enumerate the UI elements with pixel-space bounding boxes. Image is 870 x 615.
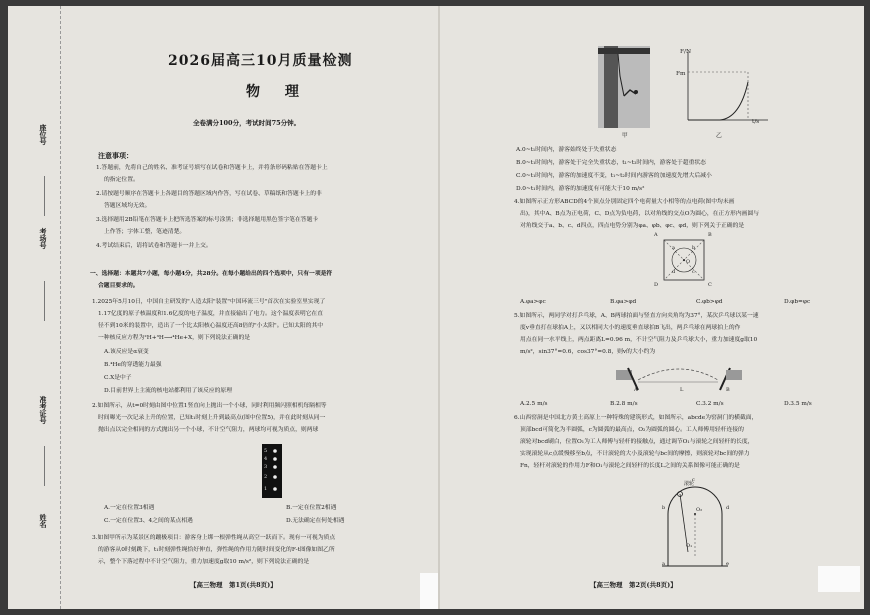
q6-stem: Fn，轻杆对滚轮的作用力F和O₁与滚轮之间轻杆的长度L之间的关系图像可能正确的是: [520, 463, 740, 469]
point-e-label: e: [726, 561, 729, 567]
q1-stem: 1.17亿度的原子核温度和1.6亿度的电子温度，并直接输出了电力。这个温度表明它在直: [98, 311, 324, 317]
q3-option: C.0~t₁时间内，游客的加速度不变，t₁~t₂时间内游客的加速度先增大后减小: [516, 173, 712, 179]
notice-line: 上作答；字体工整，笔迹清楚。: [104, 229, 186, 235]
q2-stem: 时间曝光一次记录上升的位置，已知t₁时刻上升到最高点(图中位置5)，并在此时刻从同一: [98, 415, 326, 421]
q1-option: D.目前世界上主流的核电站都利用了该反应的原理: [104, 388, 233, 394]
charged-square-figure: [658, 234, 710, 286]
point-A: A: [654, 232, 658, 238]
q5-stem: 5.如图所示，两同学对打乒乓球，A、B两球拍面与竖直方向夹角均为37°，某次乒乓球以某一速: [514, 313, 759, 319]
q5-stem: m/s²，sin37°=0.6，cos37°=0.8，则v的大小约为: [520, 349, 656, 355]
notice-line: 答题区域均无效。: [104, 203, 151, 209]
point-d-label: d: [726, 505, 730, 511]
O1-label: O₁: [686, 543, 693, 549]
q2-option: B.一定在位置2相遇: [286, 505, 337, 511]
q5-option: D.3.5 m/s: [784, 401, 812, 407]
q2-option: D.无法确定在何处相遇: [286, 518, 345, 524]
subject-title: 物 理: [246, 84, 309, 100]
q4-stem: 对角线交于a、b、c、d四点，四点电势分别为φa、φb、φc、φd，则下列关于正确的是: [520, 223, 745, 229]
q4-option: D.φb=φc: [784, 299, 811, 305]
q5-stem: 用点在同一水平线上，两点距离L=0.96 m，不计空气阻力及乒乓球大小，重力加速度g取10: [520, 337, 758, 343]
q2-stem: 抛出点以完全相同的方式抛出另一个小球，不计空气阻力，两球均可视为质点，则两球: [98, 427, 319, 433]
q4-stem: 4.如图所示正方形ABCD的4个顶点分别固定四个电荷量大小相等的点电荷(图中均未画: [514, 199, 735, 205]
q5-option: B.2.8 m/s: [610, 401, 638, 407]
q2-option: A.一定在位置3相遇: [104, 505, 155, 511]
q1-option: A.该反应是α衰变: [104, 349, 149, 355]
q4-option: B.φa>φd: [610, 299, 637, 305]
point-c: c: [692, 269, 695, 275]
page-1: [8, 6, 438, 609]
point-O: O: [686, 259, 691, 265]
point-d: d: [672, 269, 676, 275]
point-C: C: [708, 282, 712, 288]
bungee-photo-figure: [598, 46, 650, 128]
notice-line: 的指定位置。: [104, 177, 139, 183]
q4-option: C.φb>φd: [696, 299, 723, 305]
section-heading-cont: 合题目要求的。: [98, 283, 139, 289]
binding-margin: [8, 6, 61, 609]
notice-line: 3.选择题用2B铅笔在答题卡上把所选答案的标号涂黑；非选择题用黑色签字笔在答题卡: [96, 217, 319, 223]
q3-option: B.0~t₁时间内，游客处于完全失重状态，t₁~t₂时间内，游客处于超重状态: [516, 160, 706, 166]
point-a-label: a: [662, 561, 665, 567]
point-c-label: c: [692, 477, 695, 483]
q1-option: B.⁴He的穿透能力最强: [104, 362, 162, 368]
q1-stem: 径不到10米的装置中，造出了一个比太阳核心温度还高8倍的"小太阳"。已知太阳的其中: [98, 323, 324, 329]
strobe-label: 1: [264, 486, 268, 492]
q4-option: A.φa>φc: [520, 299, 546, 305]
cave-door-figure: [658, 478, 732, 568]
notice-line: 1.答题前，先将自己的姓名、准考证号填写在试卷和答题卡上，并将条形码粘贴在答题卡上: [96, 165, 328, 171]
q6-stem: 顶部bcd可简化为半圆弧，c为圆弧的最高点，O₂为圆弧的圆心。工人师傅用轻杆连接的: [520, 427, 744, 433]
q3-stem: 3.如图甲所示为某景区的蹦极项目：游客身上绑一根弹性绳从高空一跃而下。现有一可视为质点: [92, 535, 336, 541]
figure-jia-caption: 甲: [622, 133, 628, 139]
q5-stem: 度v垂直打在球拍A上，又以相同大小的速度垂直球拍B飞出，两乒乓球在两球拍上的作: [520, 325, 741, 331]
strobe-label: 4: [264, 456, 268, 462]
paddle-A-label: A: [634, 387, 638, 393]
paddle-B-label: B: [726, 387, 730, 393]
q1-option: C.X是中子: [104, 375, 132, 381]
q3-stem: 示，整个下落过程中不计空气阻力，重力加速度g取10 m/s²，则下列说法正确的是: [98, 559, 310, 565]
q5-option: C.3.2 m/s: [696, 401, 724, 407]
exam-room-label: 考场号: [39, 228, 48, 249]
scan-mask: [420, 573, 438, 609]
section-heading: 一、选择题：本题共7小题，每小题4分，共28分。在每小题给出的四个选项中，只有一项是符: [90, 271, 333, 277]
point-b: b: [692, 245, 696, 251]
scan-mask: [818, 566, 860, 592]
figure-yi-caption: 乙: [716, 133, 722, 139]
notice-line: 2.请按题号顺序在答题卡上各题目的答题区域内作答，写在试卷、草稿纸和答题卡上的非: [96, 191, 322, 197]
q3-option: D.0~t₁时间内，游客的加速度有可能大于10 m/s²: [516, 186, 645, 192]
page-footer: 【高三物理 第2页(共8页)】: [590, 581, 677, 589]
strobe-label: 3: [264, 464, 268, 470]
strobe-label: 5: [264, 448, 268, 454]
q3-stem: 的游客从0时刻跳下，t₁时刻弹性绳恰好伸直，弹性绳的作用力随时间变化的F-t图像如图乙所: [98, 547, 335, 553]
point-b-label: b: [662, 505, 666, 511]
force-time-graph: [678, 46, 770, 126]
q5-option: A.2.5 m/s: [520, 401, 548, 407]
O2-label: O₂: [696, 507, 703, 513]
exam-title: 2026届高三10月质量检测: [168, 53, 353, 69]
q2-stem: 2.如图所示，从t=0时刻由图中位置1竖直向上抛出一个小球，同时利用频闪照相机每隔相等: [92, 403, 327, 409]
bungee-jumper-icon: [598, 46, 650, 128]
seat-number-label: 座位号: [39, 124, 48, 145]
notice-line: 4.考试结束后，请将试卷和答题卡一并上交。: [96, 243, 212, 249]
notice-title: 注意事项：: [98, 151, 133, 160]
point-a: a: [672, 245, 675, 251]
q1-stem: 一种核反应方程为²H+³H⟶⁴He+X，则下列说法正确的是: [98, 335, 251, 341]
page-2: [440, 6, 864, 609]
distance-L-label: L: [680, 387, 684, 393]
q3-option: A.0~t₁时间内，游客始终处于失重状态: [516, 147, 617, 153]
admission-number-label: 准考证号: [39, 396, 48, 424]
q4-stem: 出)，其中A、B点为正电荷，C、D点为负电荷，以对角线的交点O为圆心，在正方形内画圆与: [520, 211, 760, 217]
t-axis-label: t/s: [752, 119, 760, 125]
q6-stem: 实现滚轮从c点缓慢移至b点，不计滚轮的大小及滚轮与bc间的摩擦，则滚轮对bc间的弹力: [520, 451, 750, 457]
page-footer: 【高三物理 第1页(共8页)】: [190, 581, 277, 589]
q6-stem: 6.山西窑洞是中国北方黄土高原上一种特殊的建筑形式，如图所示，abcde为窑洞门的横截面，: [514, 415, 758, 421]
fm-label: Fm: [676, 71, 686, 77]
q2-option: C.一定在位置3、4之间的某点相遇: [104, 518, 193, 524]
exam-sheet: [8, 6, 864, 609]
roller-label: 滚轮: [684, 481, 695, 487]
q1-stem: 1.2025年5月10日，中国自主研发的"人造太阳"装置"中国环流三号"首次在实验室里实现了: [92, 299, 326, 305]
f-axis-label: F/N: [680, 49, 692, 55]
strobe-label: 2: [264, 474, 268, 480]
q6-stem: 滚轮对bcd刷白，位置O₁为工人师傅与轻杆的接触点，通过调节O₁与滚轮之间轻杆的长度，: [520, 439, 754, 445]
strobe-ball-icons: [262, 444, 282, 498]
name-label: 姓名: [39, 514, 48, 528]
exam-meta: 全卷满分100分，考试时间75分钟。: [193, 119, 301, 127]
point-D: D: [654, 282, 659, 288]
point-B: B: [708, 232, 712, 238]
strobe-photo-figure: [262, 444, 282, 498]
